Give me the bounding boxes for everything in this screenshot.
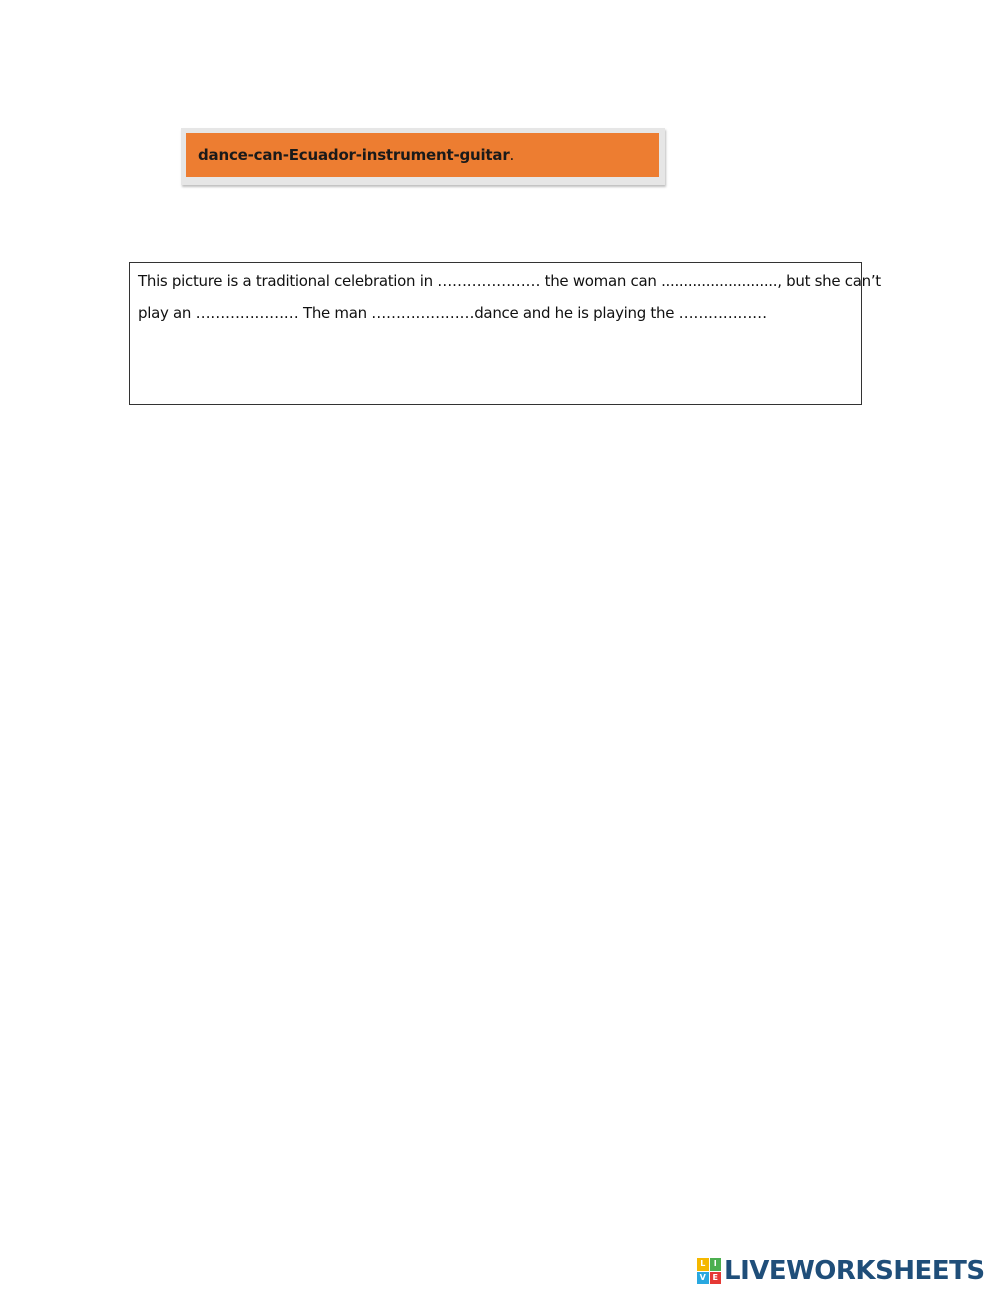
logo-mark-letter: E (710, 1272, 722, 1285)
word-bank-period: . (509, 146, 515, 164)
word-bank-word: guitar (459, 146, 510, 164)
passage-line-2: play an ………………… The man …………………dance and he is playing the ……………… (138, 304, 767, 322)
word-bank-word: Ecuador (288, 146, 356, 164)
logo-text: LIVEWORKSHEETS (724, 1256, 985, 1286)
logo-mark-letter: V (697, 1272, 709, 1285)
passage-box (129, 262, 881, 405)
word-bank-separator: - (355, 146, 362, 164)
word-bank-frame (181, 128, 665, 185)
word-bank (186, 133, 659, 177)
passage-line-1: This picture is a traditional celebration in ………………… the woman can .........................., but she can’t (138, 272, 881, 290)
logo-mark-letter: I (710, 1258, 722, 1271)
word-bank-word: dance (198, 146, 248, 164)
live-logo-icon (697, 1258, 721, 1284)
word-bank-separator: - (453, 146, 460, 164)
word-bank-separator: - (282, 146, 289, 164)
logo-mark-letter: L (697, 1258, 709, 1271)
word-bank-word: can (253, 146, 283, 164)
word-bank-word: instrument (361, 146, 454, 164)
word-bank-separator: - (247, 146, 254, 164)
liveworksheets-logo (697, 1257, 985, 1285)
